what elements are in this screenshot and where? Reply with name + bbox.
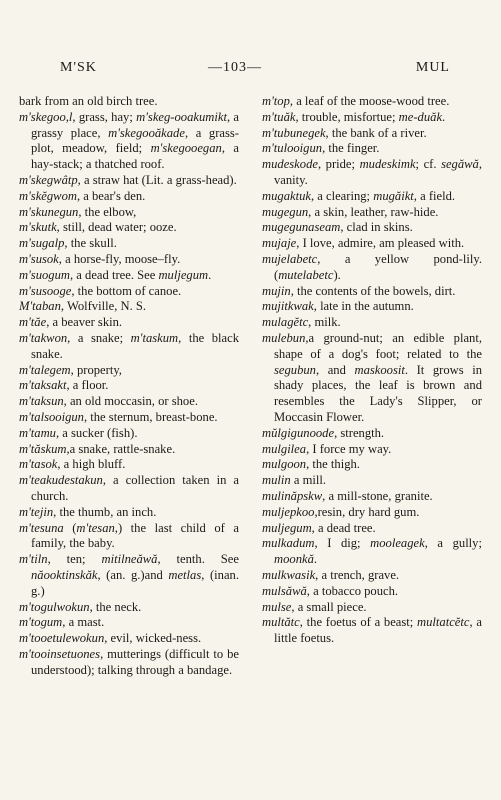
dictionary-entry: m'tubunegek, the bank of a river. bbox=[262, 125, 427, 140]
dictionary-entry: m'tesuna (m'tesan,) the last child of a family, the baby. bbox=[19, 520, 239, 551]
dictionary-entry: bark from an old birch tree. bbox=[19, 94, 158, 108]
dictionary-entry: m'tooinsetuones, mutterings (difficult to be understood); talking through a bandage. bbox=[19, 646, 239, 677]
dictionary-entry: m'suogum, a dead tree. See muljegum. bbox=[19, 267, 212, 282]
dictionary-entry: mujitkwak, late in the autumn. bbox=[262, 299, 414, 314]
dictionary-entry: mugaktuk, a clearing; mugăikt, a field. bbox=[262, 188, 456, 203]
dictionary-entry: mulkwasik, a trench, grave. bbox=[262, 567, 400, 582]
dictionary-entry: multătc, the foetus of a beast; multatcĕtc, a little foetus. bbox=[262, 615, 482, 646]
header-left-guideword: M'SK bbox=[60, 60, 97, 75]
dictionary-entry: m'takwon, a snake; m'taskum, the black snake. bbox=[19, 330, 239, 361]
dictionary-entry: m'skegwâtp, a straw hat (Lit. a grass-head). bbox=[19, 172, 237, 187]
page-number: —103— bbox=[208, 60, 262, 75]
dictionary-entry: muljegum, a dead tree. bbox=[262, 520, 376, 535]
running-header bbox=[60, 60, 450, 82]
dictionary-entry: m'talegem, property, bbox=[19, 362, 122, 377]
dictionary-entry: m'tăe, a beaver skin. bbox=[19, 315, 123, 330]
dictionary-entry: m'tooetulewokun, evil, wicked-ness. bbox=[19, 631, 202, 646]
dictionary-entry: muljepkoo,resin, dry hard gum. bbox=[262, 504, 420, 519]
dictionary-entry: m'skegoo,l, grass, hay; m'skeg-ooakumikt, a grassy place, m'skegooăkade, a grass-plot, meadow, field; m'skegooegan, a hay-stack; a thatched roof. bbox=[19, 109, 239, 172]
dictionary-entry: m'tamu, a sucker (fish). bbox=[19, 425, 138, 440]
dictionary-entry: mulkadum, I dig; mooleagek, a gully; moonkă. bbox=[262, 536, 482, 567]
dictionary-entry: m'taksun, an old moccasin, or shoe. bbox=[19, 394, 198, 409]
left-column bbox=[19, 94, 239, 678]
dictionary-entry: m'tiln, ten; mitilneăwă, tenth. See năooktinskăk, (an. g.)and metlas, (inan. g.) bbox=[19, 552, 239, 598]
dictionary-entry: m'taksakt, a floor. bbox=[19, 378, 109, 393]
dictionary-entry: m'skunegun, the elbow, bbox=[19, 204, 137, 219]
header-right-guideword: MUL bbox=[415, 60, 450, 75]
dictionary-entry: m'talsooigun, the sternum, breast-bone. bbox=[19, 409, 218, 424]
dictionary-entry: mulebun,a ground-nut; an edible plant, shape of a dog's foot; related to the segubun, and maskoosit. It grows in shady places, the leaf is brown and resembles the Lady's Slipper, or Moccasin Flower. bbox=[262, 330, 482, 424]
dictionary-entry: m'skĕgwom, a bear's den. bbox=[19, 188, 146, 203]
dictionary-entry: m'susok, a horse-fly, moose–fly. bbox=[19, 251, 181, 266]
dictionary-entry: mŭlgigunoode, strength. bbox=[262, 425, 385, 440]
dictionary-entry: m'skutk, still, dead water; ooze. bbox=[19, 220, 177, 235]
dictionary-entry: mulagĕtc, milk. bbox=[262, 315, 341, 330]
dictionary-entry: mujin, the contents of the bowels, dirt. bbox=[262, 283, 456, 298]
dictionary-entry: mugegunaseam, clad in skins. bbox=[262, 220, 413, 235]
right-column bbox=[262, 94, 482, 647]
dictionary-entry: m'top, a leaf of the moose-wood tree. bbox=[262, 94, 450, 108]
dictionary-entry: mulgoon, the thigh. bbox=[262, 457, 360, 472]
dictionary-entry: mulsăwă, a tobacco pouch. bbox=[262, 583, 399, 598]
dictionary-entry: mulse, a small piece. bbox=[262, 599, 367, 614]
dictionary-entry: m'sugalp, the skull. bbox=[19, 236, 117, 251]
dictionary-entry: m'susooge, the bottom of canoe. bbox=[19, 283, 182, 298]
dictionary-entry: m'tasok, a high bluff. bbox=[19, 457, 126, 472]
dictionary-entry: m'togulwokun, the neck. bbox=[19, 599, 142, 614]
dictionary-entry: mujelabetc, a yellow pond-lily. (mutelabetc). bbox=[262, 251, 482, 282]
dictionary-entry: mudeskode, pride; mudeskimk; cf. segăwă, vanity. bbox=[262, 157, 482, 187]
dictionary-entry: m'tejin, the thumb, an inch. bbox=[19, 504, 157, 519]
dictionary-entry: m'teakudestakun, a collection taken in a church. bbox=[19, 473, 239, 503]
dictionary-entry: m'tăskum,a snake, rattle-snake. bbox=[19, 441, 176, 456]
dictionary-entry: mulgilea, I force my way. bbox=[262, 441, 392, 456]
dictionary-entry: mugegun, a skin, leather, raw-hide. bbox=[262, 204, 439, 219]
dictionary-entry: m'togum, a mast. bbox=[19, 615, 105, 630]
dictionary-entry: mulinăpskw, a mill-stone, granite. bbox=[262, 488, 433, 503]
dictionary-entry: mujaje, I love, admire, am pleased with. bbox=[262, 236, 465, 251]
dictionary-entry: m'tuăk, trouble, misfortue; me-duăk. bbox=[262, 109, 446, 124]
dictionary-entry: mulin a mill. bbox=[262, 473, 327, 488]
dictionary-entry: M'taban, Wolfville, N. S. bbox=[19, 299, 147, 314]
dictionary-entry: m'tulooigun, the finger. bbox=[262, 141, 380, 156]
